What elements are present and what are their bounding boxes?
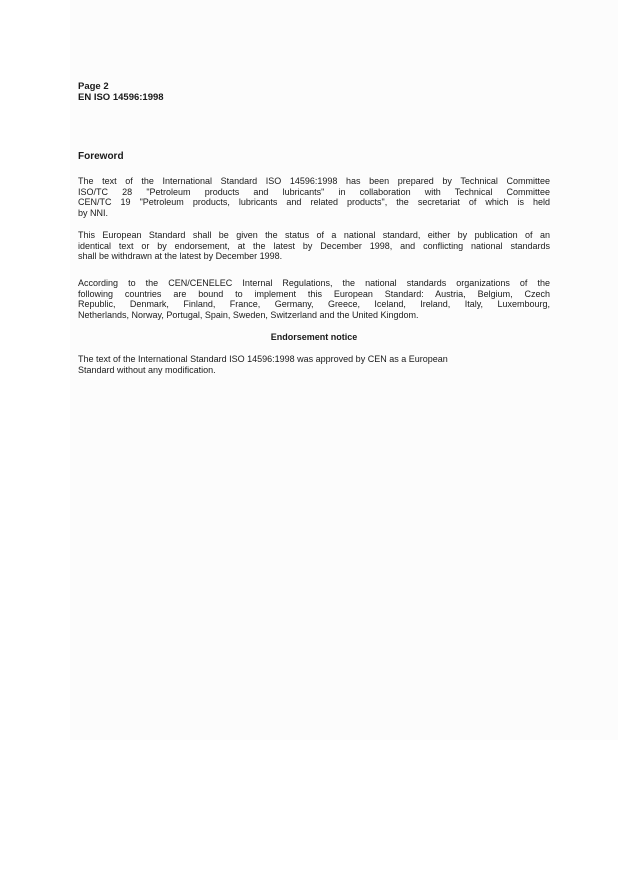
page-header <box>78 81 164 103</box>
text-line: ISO/TC 28 "Petroleum products and lubricants" in collaboration with Technical Committee <box>78 186 550 197</box>
text-line: The text of the International Standard ISO 14596:1998 has been prepared by Technical Committee <box>78 176 550 186</box>
text-line: CEN/TC 19 "Petroleum products, lubricants and related products", the secretariat of which is held <box>78 197 550 208</box>
text-line: According to the CEN/CENELEC Internal Regulations, the national standards organizations of the <box>78 278 550 288</box>
text-line: This European Standard shall be given the status of a national standard, either by publication of an <box>78 230 550 240</box>
endorsement-paragraph <box>78 354 550 375</box>
endorsement-heading: Endorsement notice <box>270 332 358 342</box>
document-id: EN ISO 14596:1998 <box>78 92 164 103</box>
text-line: following countries are bound to implement this European Standard: Austria, Belgium, Czech <box>78 288 550 299</box>
page-number: Page 2 <box>78 81 109 92</box>
foreword-paragraph-2 <box>78 230 550 262</box>
text-line: shall be withdrawn at the latest by December 1998. <box>78 251 283 262</box>
text-line: identical text or by endorsement, at the latest by December 1998, and conflicting national standards <box>78 240 550 251</box>
foreword-paragraph-1 <box>78 176 550 218</box>
text-line: Netherlands, Norway, Portugal, Spain, Sweden, Switzerland and the United Kingdom. <box>78 309 419 320</box>
text-line: Republic, Denmark, Finland, France, Germany, Greece, Iceland, Ireland, Italy, Luxembourg, <box>78 299 550 310</box>
text-line: by NNI. <box>78 207 109 218</box>
foreword-heading: Foreword <box>78 151 124 162</box>
text-line: Standard without any modification. <box>78 364 216 375</box>
text-line: The text of the International Standard ISO 14596:1998 was approved by CEN as a European <box>78 354 448 364</box>
foreword-paragraph-3 <box>78 278 550 320</box>
